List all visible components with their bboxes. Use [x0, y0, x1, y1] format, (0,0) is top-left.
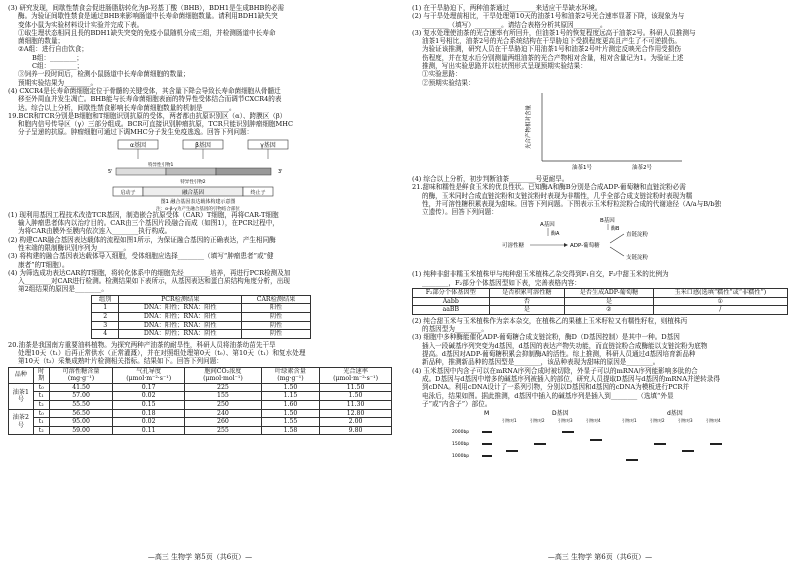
table-header: PCR检测结果 [119, 295, 242, 304]
lane-label: 引物对2 [650, 418, 665, 424]
table-header: F₂部分个体基因型 [413, 289, 490, 298]
beta-gene-label: β基因 [195, 141, 211, 149]
text-line: 分子呈递的抗原。肿瘤细胞可通过下调MHC分子发生免疫逃逸。回答下列问题： [18, 128, 254, 137]
figure-note: 注：α-β-γ为产生融合基因的引物结合部位 [156, 206, 240, 211]
table-cell: 41.50 [49, 383, 112, 392]
table-cell: 59.00 [49, 426, 112, 435]
oil-tea-table [8, 367, 392, 436]
text-line: (2) 与干旱处理前相比，干旱处理第10天的油茶1号和油茶2号光合速率显著下降，该现象为与 [412, 12, 685, 21]
table-cell: 0.15 [113, 400, 185, 409]
text-line: 插入一段碱基序列突变为d基因，d基因的表达产物失功能，而直链淀粉合成酶能以支链淀粉为底物 [422, 341, 708, 350]
table-cell: 阴性 [242, 330, 311, 339]
gene-a-label: A基因 [540, 222, 555, 229]
gel-band [590, 439, 602, 441]
table-cell: 12.80 [320, 409, 392, 418]
table-cell: 1.50 [261, 409, 319, 418]
text-line: 为将CAR由膜外至膜内依次连入________执行构成。 [18, 227, 172, 236]
text-line: 19.BCR和TCR分别是B细胞和T细胞识别抗原的受体，两者都由抗原识别区（α）、跨膜区（β） [8, 111, 287, 120]
text-line: C组：________； [32, 62, 84, 71]
text-line: 性末端的限制酶识别序列为________。 [18, 243, 131, 252]
table-cell: 油茶1号 [9, 383, 34, 409]
enzyme-b-label: 酶B [611, 226, 620, 233]
text-line: ①取生理状态相同且長的BDH1缺失突变的免疫小鼠随机分成三组，并检测肠道中长寿命 [18, 28, 276, 37]
text-line: B组：________； [32, 53, 84, 62]
amylopectin-label: 支链淀粉 [626, 255, 649, 262]
table-cell: 55.50 [49, 400, 112, 409]
text-line: 油茶1号相比，油茶2号的光合系统结构在干旱胁迫下受损程度更高且产生了不可逆损伤。 [422, 37, 681, 46]
d-mutant-label: d基因 [667, 410, 683, 418]
table-cell: t₂ [33, 426, 49, 435]
table-cell: 1 [92, 304, 119, 313]
table-cell: 56.50 [49, 409, 112, 418]
amylose-label: 直链淀粉 [626, 232, 649, 239]
table-cell: 11.50 [320, 383, 392, 392]
table-cell: 260 [185, 418, 262, 427]
ladder-label: 2000bp [452, 430, 470, 436]
table-row [92, 321, 311, 330]
text-line: 的基因型为________。 [422, 325, 488, 334]
text-line: 伤程度，并在复水后分别测量两组油茶的光合产物相对含量，相对含量记为1。为验证上述 [422, 53, 684, 62]
q20-parts [412, 4, 794, 87]
end-3-label: 3' [278, 168, 283, 175]
lane-label: 引物对1 [502, 418, 517, 424]
text-line: (1) 现利用基因工程技术改造TCR基因，制造嵌合抗原受体（CAR）T细胞，再将CAR-T细胞 [8, 210, 279, 219]
gel-band [626, 459, 638, 461]
table-header: 时期 [33, 367, 49, 383]
text-line: (3) 将构建的融合基因表达载体导入细胞，受体细胞应选择________（填写“肿瘤患者”或“健 [8, 252, 274, 261]
table-cell: t₀ [33, 409, 49, 418]
gel-figure [412, 408, 792, 466]
pcr-table [91, 295, 311, 339]
text-line: (4) CXCR4是长寿命菌细胞定位于骨髓的关键受体，其含量下降会导致长寿命菌细胞从骨髓迁 [8, 86, 281, 95]
table-cell: 1.50 [320, 392, 392, 401]
text-line: 立遗传）。回答下列问题： [422, 208, 498, 217]
text-line: ①实验思路： [422, 70, 462, 79]
adp-glucose-label: ADP-葡萄糖 [570, 243, 600, 250]
gamma-segment [216, 168, 271, 175]
table-cell: 1.58 [261, 426, 319, 435]
text-line: 到cDNA。利用cDNA设计了一系列引物，分别以D基因和d基因的cDNA为模板进行PCR并 [422, 383, 690, 392]
table-row [9, 400, 392, 409]
table-cell: 250 [185, 400, 262, 409]
lane-label: 引物对3 [558, 418, 573, 424]
text-line: ________，F₂部分个体基因型如下表，完善表格内容： [422, 278, 581, 287]
table-cell: 是 [565, 297, 653, 306]
table-cell: 2 [92, 312, 119, 321]
text-line: 21.甜味和糯性是鲜食玉米的优良性状。已知酶A和酶B分别是合成ADP-葡萄糖和直链淀粉必需 [412, 183, 686, 192]
gel-band [506, 450, 518, 452]
answer-bar-chart [412, 87, 792, 175]
end-5-label: 5' [108, 168, 113, 175]
q4-block [8, 87, 394, 112]
text-line: 提高。d基因对ADP-葡萄糖积累会抑制酶A的活性。综上推测，科研人员通过d基因培育新品种 [422, 350, 696, 359]
table-cell: t₁ [33, 392, 49, 401]
gel-band [482, 455, 492, 457]
text-line: 菌细胞的数量； [18, 37, 65, 46]
right-page [400, 0, 800, 565]
table-cell: 9.80 [320, 426, 392, 435]
figure-caption: 图1 融合基因表达载体构建示意图 [160, 198, 236, 205]
text-line: (3) 细胞中多种酶能催化ADP-葡萄糖合成支链淀粉，酶D（D基因控制）是其中一种。D基因 [412, 333, 680, 342]
fusion-gene-figure [8, 137, 388, 211]
table-row [92, 304, 311, 313]
table-cell: 57.00 [49, 392, 112, 401]
table-cell: 0.02 [113, 392, 185, 401]
table-row [413, 297, 788, 306]
table-cell: 155 [185, 392, 262, 401]
text-line: (2) 纯合甜玉米与玉米植株作为亲本杂交，在植株乙的果穗上玉米籽粒又有糯性籽粒，则植株丙 [412, 316, 688, 325]
q21-2 [412, 317, 794, 408]
text-line: (4) 综合以上分析，初步判断油茶________号更耐旱。 [412, 174, 569, 183]
table-cell: 阴性 [242, 321, 311, 330]
table-cell: 240 [185, 409, 262, 418]
table-cell: 255 [185, 426, 262, 435]
table-cell: DNA：阳性；RNA：阴性 [119, 321, 242, 330]
q20-block [8, 341, 394, 366]
text-line: 性，并可溶性糖积累表现为甜味。回答下列问题。下图表示玉米籽粒淀粉合成的代谢途径（A/a与B/b独 [422, 199, 722, 208]
gamma-gene-label: γ基因 [260, 141, 276, 149]
x-tick-label: 油茶1号 [572, 164, 592, 171]
table-header: 叶绿素含量 (mg·g⁻¹) [261, 367, 319, 383]
table-cell: t₂ [33, 400, 49, 409]
table-header-row [92, 295, 311, 304]
gel-band [682, 450, 694, 452]
text-line: ②A组：进行自由饮食； [18, 45, 89, 54]
text-line: ③饲养一段时间后，检测小鼠肠道中长寿命菌细胞的数量； [18, 70, 190, 79]
pathway-diagram [412, 216, 792, 270]
table-cell: 0.18 [113, 409, 185, 418]
table-cell: 是 [489, 306, 565, 315]
text-line: 预期实验结果为________。 [18, 78, 98, 87]
table-header: 组别 [92, 295, 119, 304]
table-cell: / [653, 306, 787, 315]
table-row [9, 392, 392, 401]
table-cell: 油茶2号 [9, 409, 34, 435]
table-header: 胞间CO₂浓度 (μmol·mol⁻¹) [185, 367, 262, 383]
table-cell: DNA：阳性；RNA：阳性 [119, 312, 242, 321]
text-line: 推测，写出实验思路并以柱状图形式呈现预期实验结果： [422, 62, 587, 71]
text-line: 达。综合以上分析，间歇性禁食影响长寿命菌细胞数量的机制是________。 [18, 103, 236, 112]
table-cell: 阴性 [242, 312, 311, 321]
promoter-label: 启动子 [120, 189, 136, 196]
text-line: 新品种，推测新品种的基因型是________，该品种表现为甜味的原因是________。 [422, 358, 660, 367]
beta-segment [166, 168, 216, 175]
text-line: 成。D基因与d基因中增多的碱基序列被插入的部位，研究人员提取D基因与d基因的mRNA并逆转录得 [422, 374, 720, 383]
table-row [9, 383, 392, 392]
table-header: 是否积累可溶性糖 [489, 289, 565, 298]
lane-labels [502, 417, 721, 423]
gel-band [482, 443, 492, 445]
table-cell: DNA：阳性；RNA：阳性 [119, 304, 242, 313]
q19-parts [8, 211, 394, 294]
text-line: (4) 为筛选成功表达CAR的T细胞，将转化体系中的细胞先经________培养，再进行PCR检测及加 [8, 268, 291, 277]
table-cell: 1.50 [261, 383, 319, 392]
fusion-gene-label: 融合基因 [181, 189, 205, 196]
table-cell: t₁ [33, 418, 49, 427]
table-row [9, 426, 392, 435]
alpha-gene-label: α基因 [130, 141, 146, 149]
marker-label: M [484, 410, 490, 418]
enzyme-a-label: 酶A [551, 231, 560, 238]
page-footer: —高三 生物学 第6页（共6页）— [547, 553, 653, 561]
text-line: 20.油茶是我国南方重要油料植物。为探究两种产油茶的耐旱性，科研人员将油茶幼苗先干旱 [8, 340, 276, 349]
text-line: (3) 复水处理使油茶的光合速率有所回升，但油茶1号的恢复程度远高于油茶2号。科研人员推测与 [412, 28, 696, 37]
text-line: 的酶，玉米同时合成直链淀粉和支链淀粉时表现为非糯性，几乎全部合成支链淀粉时表现为糯 [422, 191, 693, 200]
text-line: 子”或“内含子”）部位。 [422, 399, 492, 408]
lane-label: 引物对3 [678, 418, 693, 424]
text-line: 和胞内信号传导区（γ）三部分组成。BCR可直接识别肿瘤抗原，TCR只能识别肿瘤细胞MHC [18, 120, 294, 129]
table-cell: 1.60 [261, 400, 319, 409]
table-cell: DNA：阴性；RNA：阴性 [119, 330, 242, 339]
text-line: 为验证该推测，研究人员在干旱胁迫下用油茶1号和油茶2号叶片测定反映光合作用受损伤 [422, 45, 681, 54]
table-header: 可溶性糖含量 (mg·g⁻¹) [49, 367, 112, 383]
table-cell: 0.17 [113, 383, 185, 392]
table-header-row [9, 367, 392, 383]
table-row [92, 330, 311, 339]
gel-band [482, 431, 492, 433]
table-header: CAR检测结果 [242, 295, 311, 304]
text-line: (1) 纯种非甜非糯玉米植株甲与纯种甜玉米植株乙杂交得到F₁自交，F₂中甜玉米的比例为 [412, 270, 669, 279]
x-tick-label: 油茶2号 [632, 164, 652, 171]
primer2-label: 特异性引物2 [180, 179, 206, 185]
text-line: 入________对CAR进行检测。检测结果如下表所示，从基因表达和蛋白质结构角度分析，出现 [18, 277, 290, 286]
lane-label: 引物对2 [530, 418, 545, 424]
table-cell: t₀ [33, 383, 49, 392]
page-footer: —高三 生物学 第5页（共6页）— [147, 553, 253, 561]
text-line: 第10天（t₂）采集成熟叶片检测相关指标。结果如下。回答下列问题： [18, 357, 223, 366]
d-gene-label: D基因 [552, 410, 569, 418]
gel-band [710, 443, 722, 445]
table-cell: ① [653, 297, 787, 306]
text-line: (4) 玉米基因中内含子可以在mRNA序列合成时被切除，外显子可以的mRNA序列能影响多肽的合 [412, 366, 698, 375]
y-axis-label: 光合产物相对含量 [526, 104, 532, 149]
table-cell: 阳性 [242, 304, 311, 313]
table-header: 品种 [9, 367, 34, 383]
ladder-label: 1500bp [452, 442, 470, 448]
text-line: 电泳后，结果如图。据此推测，d基因中插入的碱基序列是插入到________（选填“外显 [422, 391, 674, 400]
q19-block [8, 112, 394, 137]
terminator-label: 终止子 [250, 189, 266, 196]
table-cell: 4 [92, 330, 119, 339]
gel-band [534, 443, 546, 445]
alpha-segment [116, 168, 166, 175]
table-cell: 11.30 [320, 400, 392, 409]
table-cell: 1.55 [261, 418, 319, 427]
table-cell: 2.00 [320, 418, 392, 427]
f2-table [412, 288, 788, 315]
text-line: (2) 构建CAR融合基因表达载体的流程如图1所示，为保证融合基因的正确表达，产生相同酶 [8, 235, 276, 244]
text-line: 处理10天（t₁）后再正常供水（正常灌溉），并在对照组处理第0天（t₀）、第10天（t₁）和复水处理 [18, 348, 306, 357]
table-cell: 95.00 [49, 418, 112, 427]
text-line: (3) 研究发现，间歇性禁食会促进肠脂肪转化为β-羟基丁酸（BHB），BDH1是生成BHB的必需 [8, 4, 285, 12]
text-line: 第2组结果的原因是________。 [18, 285, 108, 294]
table-header-row [413, 289, 788, 298]
sugar-label: 可溶性糖 [502, 243, 525, 250]
ladder-label: 1000bp [452, 454, 470, 460]
lane-label: 引物对1 [622, 418, 637, 424]
table-row [9, 418, 392, 427]
table-cell: aaBB [413, 306, 490, 315]
text-line: 酶。为验证间歇性禁食是通过BHB来影响肠道中长寿命菌细胞数量。请利用BDH1缺失突 [18, 12, 278, 21]
table-row [9, 409, 392, 418]
lane-label: 引物对4 [706, 418, 721, 424]
table-row [413, 306, 788, 315]
table-header: 玉米口感(选填“糯性”或“非糯性”) [653, 289, 787, 298]
q3-block [8, 4, 394, 87]
table-cell: ② [565, 306, 653, 315]
text-line: 变体小鼠为实验材料设计实验并完成下表。 [18, 20, 144, 29]
lane-label: 引物对4 [586, 418, 601, 424]
q21-block [412, 183, 794, 216]
table-row [92, 312, 311, 321]
table-header: 是否生成ADP-葡萄糖 [565, 289, 653, 298]
text-line: 移至外周血并发生凋亡。BHB能与长寿命菌细胞表面的特异性受体结合而调节CXCR4的表 [18, 95, 282, 104]
text-line: 输入肿瘤患者体内以治疗目的。CAR由三个基因片段融合而成（如图1），在PCR过程中， [18, 219, 279, 228]
table-cell: 1.15 [261, 392, 319, 401]
table-header: 气孔导度 (μmol·m⁻²·s⁻¹) [113, 367, 185, 383]
text-line: 康者”的T细胞）。 [18, 260, 69, 269]
text-line: ②预期实验结果： [422, 78, 475, 87]
gel-band [562, 431, 574, 433]
text-line: (1) 在干旱胁迫下，两种油茶通过________来适应干旱缺水环境。 [412, 4, 602, 12]
table-cell: 0.02 [113, 418, 185, 427]
gel-band [654, 443, 666, 445]
table-cell: 0.11 [113, 426, 185, 435]
text-line: ________（填写）________。请结合表格分析其原因________。 [422, 20, 607, 29]
table-header: 光合速率 (μmol·m⁻²·s⁻¹) [320, 367, 392, 383]
table-cell: 3 [92, 321, 119, 330]
q21-1 [412, 270, 794, 287]
gene-b-label: B基因 [600, 218, 615, 225]
primer-label: 特异性引物1 [148, 162, 174, 168]
table-cell: Aabb [413, 297, 490, 306]
table-cell: 否 [489, 297, 565, 306]
table-cell: 225 [185, 383, 262, 392]
